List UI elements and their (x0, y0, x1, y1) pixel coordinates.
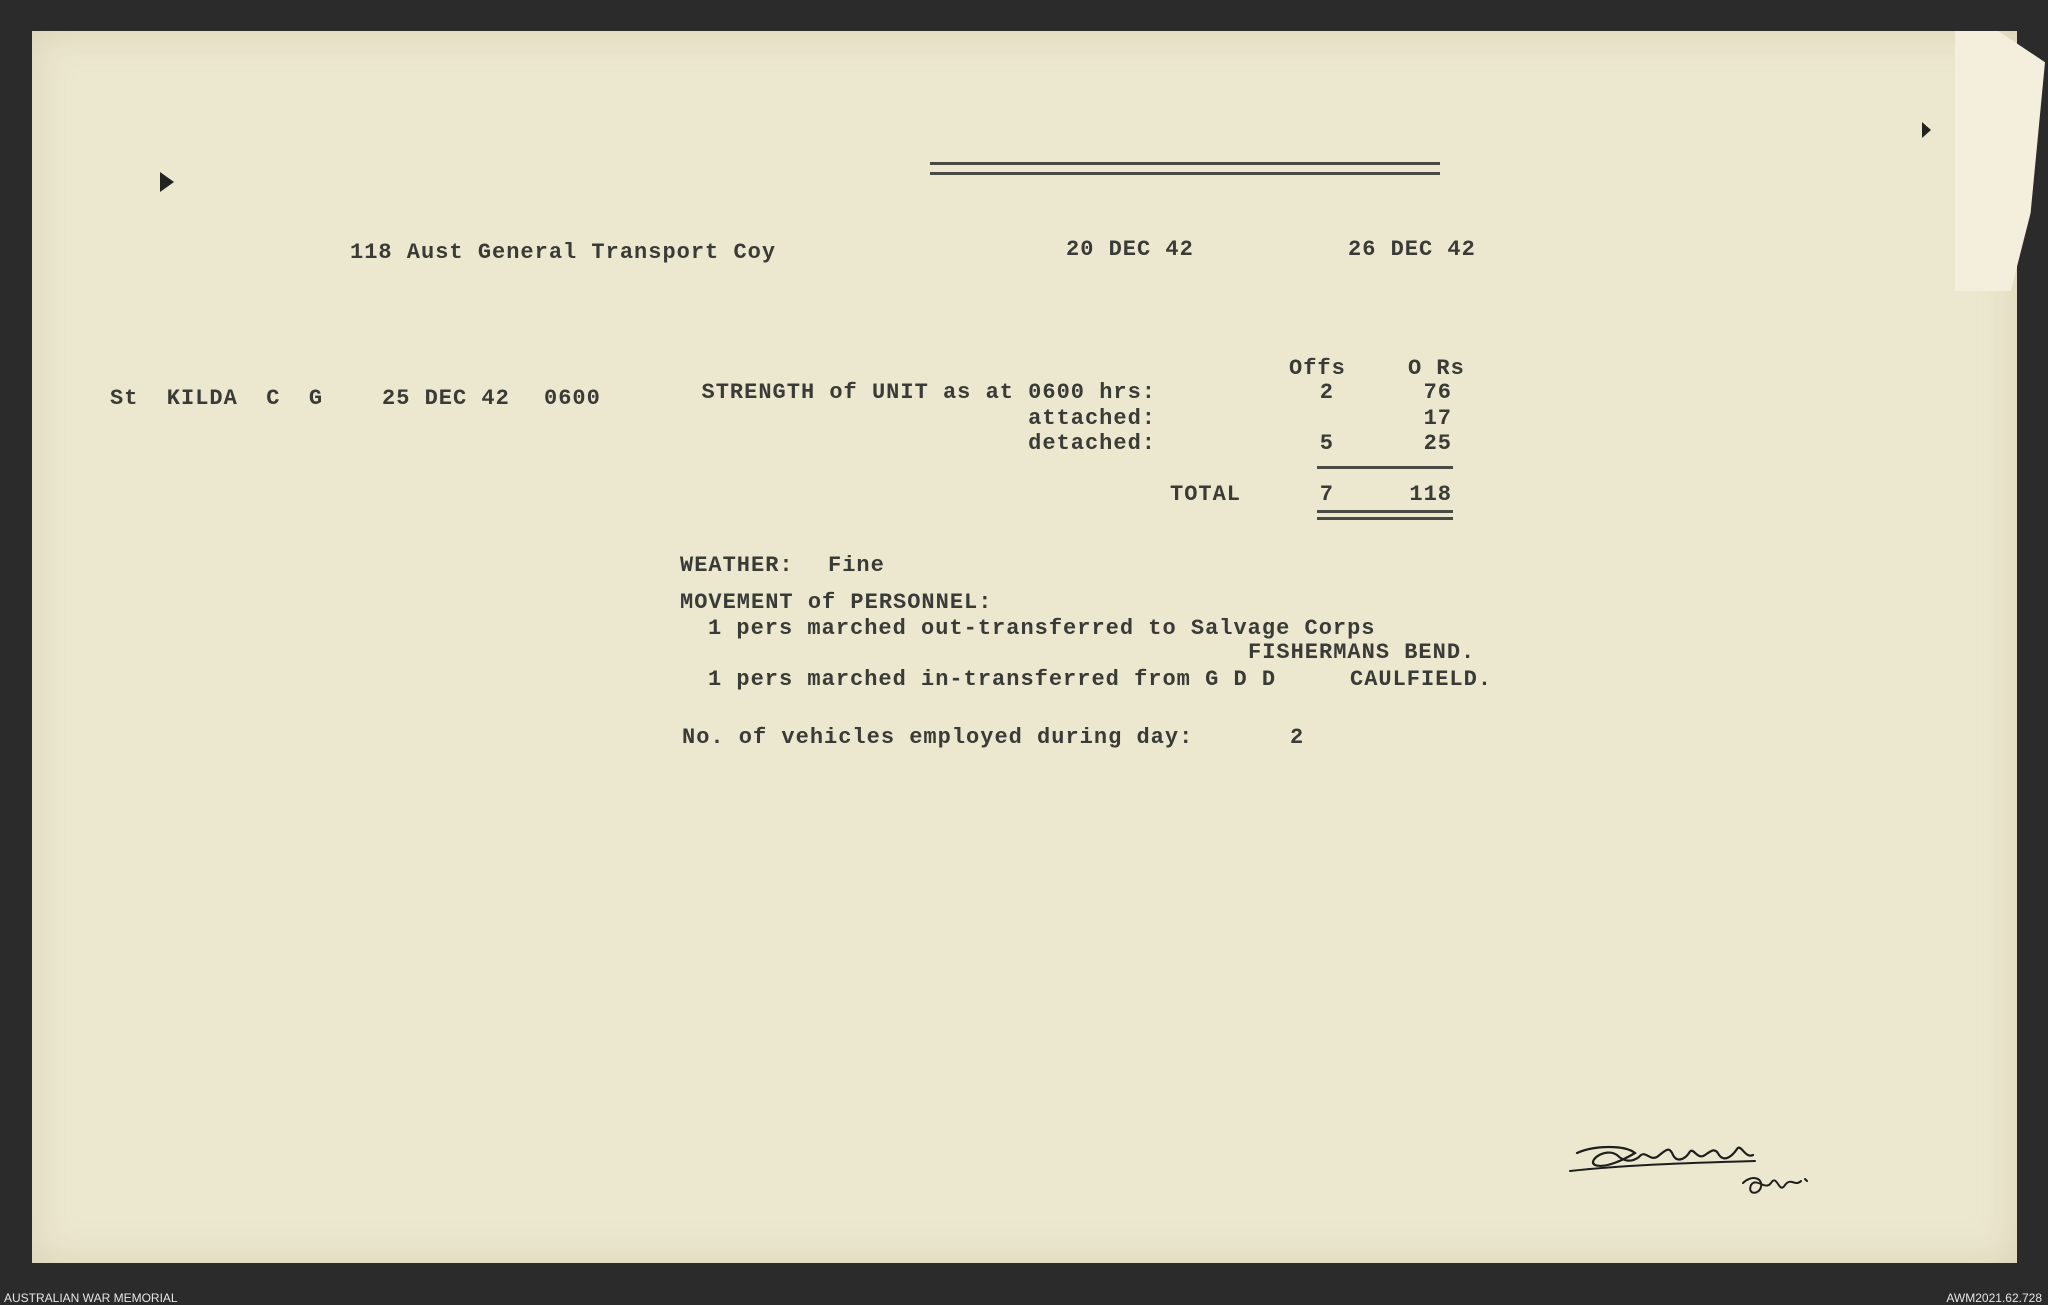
page-curl (1955, 31, 2045, 291)
document-sheet (32, 31, 2017, 1263)
movement-heading: MOVEMENT of PERSONNEL: (680, 590, 993, 615)
total-rule-above (1317, 466, 1453, 469)
entry-date: 25 DEC 42 (382, 386, 510, 411)
entry-place: St KILDA C G (110, 386, 324, 411)
strength-row-label: STRENGTH of UNIT as at 0600 hrs: (701, 380, 1156, 405)
signature (1565, 1125, 1855, 1215)
header-rule-bottom (930, 172, 1440, 175)
attached-label: attached: (1028, 406, 1156, 431)
total-label: TOTAL (1170, 482, 1242, 507)
weather-value: Fine (828, 553, 885, 578)
vehicles-label: No. of vehicles employed during day: (682, 725, 1194, 750)
total-rule-below-1 (1317, 510, 1453, 513)
detached-offs: 5 (1319, 431, 1334, 456)
total-rule-below-2 (1317, 517, 1453, 520)
footer-right: AWM2021.62.728 (1946, 1291, 2042, 1305)
punch-hole-right (1922, 122, 1931, 138)
entry-time: 0600 (544, 386, 601, 411)
movement-line-2-place: CAULFIELD. (1350, 667, 1493, 692)
unit-name: 118 Aust General Transport Coy (350, 240, 777, 265)
total-ors: 118 (1409, 482, 1452, 507)
footer-left: AUSTRALIAN WAR MEMORIAL (4, 1291, 178, 1305)
strength-row-ors: 76 (1423, 380, 1452, 405)
date-to: 26 DEC 42 (1348, 237, 1476, 262)
total-offs: 7 (1319, 482, 1334, 507)
weather-label: WEATHER: (680, 553, 794, 578)
detached-ors: 25 (1423, 431, 1452, 456)
detached-label: detached: (1028, 431, 1156, 456)
vehicles-value: 2 (1290, 725, 1305, 750)
attached-ors: 17 (1423, 406, 1452, 431)
movement-line-1-cont: FISHERMANS BEND. (1248, 640, 1476, 665)
col-header-ors: O Rs (1408, 356, 1465, 381)
header-rule-top (930, 162, 1440, 165)
strength-row-offs: 2 (1319, 380, 1334, 405)
punch-hole-left (160, 172, 174, 192)
col-header-offs: Offs (1289, 356, 1346, 381)
movement-line-2: 1 pers marched in-transferred from G D D (708, 667, 1277, 692)
date-from: 20 DEC 42 (1066, 237, 1194, 262)
movement-line-1: 1 pers marched out-transferred to Salvage Corps (708, 616, 1376, 641)
